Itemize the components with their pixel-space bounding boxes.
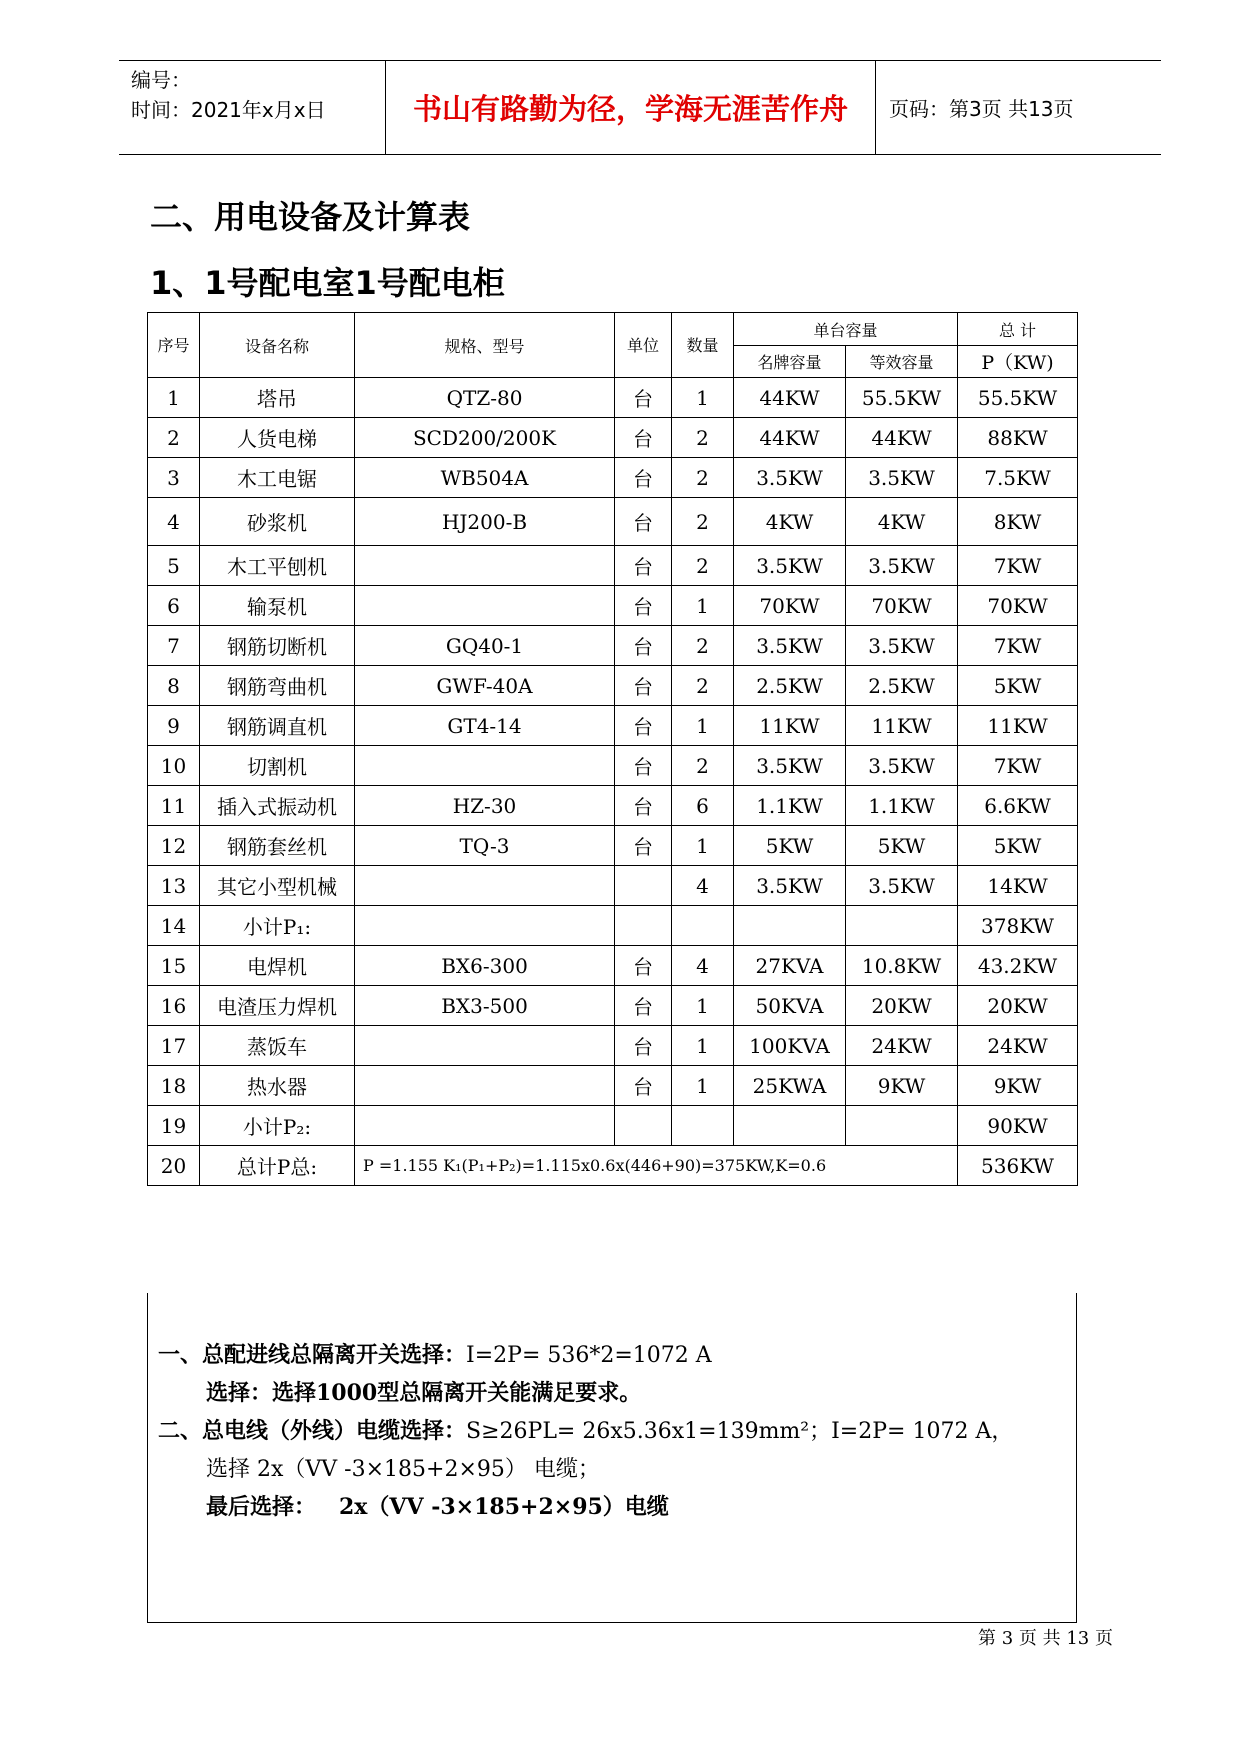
header-page-info: 页码：第3页 共13页 xyxy=(889,97,1074,121)
cell-spec xyxy=(355,546,615,586)
cell-total: 20KW xyxy=(958,986,1078,1026)
note-line-3 xyxy=(158,1414,1013,1445)
cell-unit: 台 xyxy=(615,378,672,418)
cell-name: 插入式振动机 xyxy=(200,786,355,826)
cell-rated: 3.5KW xyxy=(734,626,846,666)
cell-spec: WB504A xyxy=(355,458,615,498)
note-line-1 xyxy=(158,1338,712,1369)
cell-qty: 1 xyxy=(672,586,734,626)
cell-rated xyxy=(734,1106,846,1146)
cell-total: 5KW xyxy=(958,826,1078,866)
header-seq: 序号 xyxy=(148,313,200,378)
cell-unit: 台 xyxy=(615,418,672,458)
cell-unit: 台 xyxy=(615,1026,672,1066)
table-row xyxy=(148,1066,1078,1106)
cell-rated: 2.5KW xyxy=(734,666,846,706)
header-unit: 单位 xyxy=(615,313,672,378)
subsection-title: 1、1号配电室1号配电柜 xyxy=(150,264,505,302)
cell-equiv: 10.8KW xyxy=(846,946,958,986)
cell-equiv: 3.5KW xyxy=(846,626,958,666)
cell-total: 11KW xyxy=(958,706,1078,746)
cell-seq: 8 xyxy=(148,666,200,706)
cell-total: 88KW xyxy=(958,418,1078,458)
note-5-label: 最后选择： xyxy=(206,1494,317,1520)
cell-name: 其它小型机械 xyxy=(200,866,355,906)
cell-rated: 44KW xyxy=(734,378,846,418)
cell-unit: 台 xyxy=(615,666,672,706)
cell-spec: SCD200/200K xyxy=(355,418,615,458)
table-row xyxy=(148,586,1078,626)
cell-name: 塔吊 xyxy=(200,378,355,418)
note-3-label: 二、总电线（外线）电缆选择： xyxy=(158,1418,467,1444)
cell-spec xyxy=(355,586,615,626)
cell-qty: 1 xyxy=(672,986,734,1026)
time-label: 时间：2021年x月x日 xyxy=(131,98,326,122)
cell-qty: 2 xyxy=(672,746,734,786)
cell-unit xyxy=(615,1106,672,1146)
cell-seq: 2 xyxy=(148,418,200,458)
cell-name: 小计P₁: xyxy=(200,906,355,946)
cell-name: 输泵机 xyxy=(200,586,355,626)
cell-seq: 3 xyxy=(148,458,200,498)
cell-unit: 台 xyxy=(615,586,672,626)
table-row xyxy=(148,378,1078,418)
cell-spec: BX6-300 xyxy=(355,946,615,986)
cell-spec xyxy=(355,1106,615,1146)
cell-spec: HJ200-B xyxy=(355,498,615,546)
cell-unit: 台 xyxy=(615,546,672,586)
cell-spec: BX3-500 xyxy=(355,986,615,1026)
cell-equiv xyxy=(846,1106,958,1146)
cell-equiv: 24KW xyxy=(846,1026,958,1066)
cell-unit: 台 xyxy=(615,826,672,866)
table-row xyxy=(148,906,1078,946)
cell-equiv xyxy=(846,906,958,946)
cell-name: 小计P₂: xyxy=(200,1106,355,1146)
cell-rated: 1.1KW xyxy=(734,786,846,826)
cell-total: 70KW xyxy=(958,586,1078,626)
cell-rated: 50KVA xyxy=(734,986,846,1026)
header-capacity: 单台容量 xyxy=(734,313,958,346)
cell-rated: 70KW xyxy=(734,586,846,626)
header-qty: 数量 xyxy=(672,313,734,378)
cell-total: 7KW xyxy=(958,746,1078,786)
cell-name: 电渣压力焊机 xyxy=(200,986,355,1026)
cell-equiv: 1.1KW xyxy=(846,786,958,826)
cell-qty: 6 xyxy=(672,786,734,826)
section-title: 二、用电设备及计算表 xyxy=(150,198,471,236)
cell-unit: 台 xyxy=(615,1066,672,1106)
cell-seq: 15 xyxy=(148,946,200,986)
total-seq: 20 xyxy=(148,1146,200,1186)
cell-total: 14KW xyxy=(958,866,1078,906)
table-row xyxy=(148,498,1078,546)
cell-spec xyxy=(355,906,615,946)
cell-qty: 2 xyxy=(672,666,734,706)
cell-qty: 2 xyxy=(672,498,734,546)
cell-seq: 1 xyxy=(148,378,200,418)
cell-rated: 25KWA xyxy=(734,1066,846,1106)
cell-spec: TQ-3 xyxy=(355,826,615,866)
cell-equiv: 70KW xyxy=(846,586,958,626)
cell-name: 木工平刨机 xyxy=(200,546,355,586)
cell-unit: 台 xyxy=(615,706,672,746)
cell-rated: 4KW xyxy=(734,498,846,546)
header-meta xyxy=(131,65,326,125)
cell-seq: 7 xyxy=(148,626,200,666)
table-row xyxy=(148,418,1078,458)
cell-rated: 100KVA xyxy=(734,1026,846,1066)
cell-rated xyxy=(734,906,846,946)
cell-total: 24KW xyxy=(958,1026,1078,1066)
table-row xyxy=(148,1026,1078,1066)
cell-total: 7.5KW xyxy=(958,458,1078,498)
cell-seq: 6 xyxy=(148,586,200,626)
cell-unit: 台 xyxy=(615,458,672,498)
header-spec: 规格、型号 xyxy=(355,313,615,378)
cell-seq: 13 xyxy=(148,866,200,906)
header-equiv: 等效容量 xyxy=(846,346,958,378)
cell-equiv: 3.5KW xyxy=(846,746,958,786)
cell-equiv: 55.5KW xyxy=(846,378,958,418)
cell-unit: 台 xyxy=(615,498,672,546)
calculation-notes xyxy=(147,1293,1077,1623)
table-row xyxy=(148,826,1078,866)
header-divider xyxy=(875,61,876,154)
cell-name: 人货电梯 xyxy=(200,418,355,458)
table-row xyxy=(148,946,1078,986)
total-formula: P =1.155 K₁(P₁+P₂)=1.115x0.6x(446+90)=375KW,K=0.6 xyxy=(355,1146,958,1186)
cell-spec xyxy=(355,866,615,906)
page-footer: 第 3 页 共 13 页 xyxy=(978,1628,1113,1649)
cell-spec: GQ40-1 xyxy=(355,626,615,666)
cell-equiv: 3.5KW xyxy=(846,546,958,586)
cell-name: 热水器 xyxy=(200,1066,355,1106)
cell-seq: 14 xyxy=(148,906,200,946)
cell-spec: HZ-30 xyxy=(355,786,615,826)
table-row xyxy=(148,1106,1078,1146)
cell-total: 5KW xyxy=(958,666,1078,706)
cell-qty xyxy=(672,906,734,946)
cell-seq: 9 xyxy=(148,706,200,746)
table-row xyxy=(148,866,1078,906)
cell-name: 钢筋切断机 xyxy=(200,626,355,666)
cell-qty: 4 xyxy=(672,866,734,906)
cell-seq: 19 xyxy=(148,1106,200,1146)
cell-seq: 12 xyxy=(148,826,200,866)
note-3-value: S≥26PL= 26x5.36x1=139mm²；I=2P= 1072 A， xyxy=(466,1419,1014,1444)
equipment-table xyxy=(147,312,1078,1186)
cell-qty: 1 xyxy=(672,706,734,746)
cell-qty: 4 xyxy=(672,946,734,986)
cell-spec: QTZ-80 xyxy=(355,378,615,418)
header-motto: 书山有路勤为径，学海无涯苦作舟 xyxy=(412,92,848,126)
cell-qty: 2 xyxy=(672,458,734,498)
cell-equiv: 2.5KW xyxy=(846,666,958,706)
table-row xyxy=(148,786,1078,826)
cell-name: 砂浆机 xyxy=(200,498,355,546)
table-row xyxy=(148,546,1078,586)
note-line-2: 选择：选择1000型总隔离开关能满足要求。 xyxy=(206,1380,642,1406)
cell-rated: 3.5KW xyxy=(734,866,846,906)
header-total-top: 总 计 xyxy=(958,313,1078,346)
cell-qty: 1 xyxy=(672,378,734,418)
cell-seq: 10 xyxy=(148,746,200,786)
cell-unit: 台 xyxy=(615,786,672,826)
cell-seq: 4 xyxy=(148,498,200,546)
cell-name: 电焊机 xyxy=(200,946,355,986)
cell-seq: 17 xyxy=(148,1026,200,1066)
cell-equiv: 3.5KW xyxy=(846,866,958,906)
table-row xyxy=(148,746,1078,786)
cell-seq: 16 xyxy=(148,986,200,1026)
cell-rated: 3.5KW xyxy=(734,546,846,586)
cell-name: 钢筋调直机 xyxy=(200,706,355,746)
total-label: 总计P总: xyxy=(200,1146,355,1186)
cell-equiv: 3.5KW xyxy=(846,458,958,498)
cell-unit xyxy=(615,906,672,946)
note-line-5 xyxy=(206,1490,669,1521)
cell-rated: 3.5KW xyxy=(734,746,846,786)
cell-equiv: 11KW xyxy=(846,706,958,746)
cell-equiv: 9KW xyxy=(846,1066,958,1106)
cell-qty: 2 xyxy=(672,418,734,458)
cell-unit: 台 xyxy=(615,746,672,786)
cell-equiv: 5KW xyxy=(846,826,958,866)
cell-total: 7KW xyxy=(958,626,1078,666)
note-1-value: I=2P= 536*2=1072 A xyxy=(466,1343,712,1368)
cell-equiv: 20KW xyxy=(846,986,958,1026)
table-row xyxy=(148,626,1078,666)
cell-spec: GWF-40A xyxy=(355,666,615,706)
cell-spec xyxy=(355,1026,615,1066)
note-line-4: 选择 2x（VV -3×185+2×95） 电缆； xyxy=(206,1457,600,1482)
cell-qty: 1 xyxy=(672,826,734,866)
cell-rated: 5KW xyxy=(734,826,846,866)
table-row xyxy=(148,666,1078,706)
cell-name: 切割机 xyxy=(200,746,355,786)
cell-total: 6.6KW xyxy=(958,786,1078,826)
cell-qty: 2 xyxy=(672,626,734,666)
cell-qty: 1 xyxy=(672,1026,734,1066)
header-rated: 名牌容量 xyxy=(734,346,846,378)
cell-total: 9KW xyxy=(958,1066,1078,1106)
note-1-label: 一、总配进线总隔离开关选择： xyxy=(158,1342,467,1368)
table-row xyxy=(148,986,1078,1026)
table-row xyxy=(148,706,1078,746)
cell-unit: 台 xyxy=(615,946,672,986)
cell-seq: 18 xyxy=(148,1066,200,1106)
cell-name: 蒸饭车 xyxy=(200,1026,355,1066)
cell-total: 90KW xyxy=(958,1106,1078,1146)
cell-rated: 3.5KW xyxy=(734,458,846,498)
cell-rated: 11KW xyxy=(734,706,846,746)
cell-qty: 2 xyxy=(672,546,734,586)
cell-total: 378KW xyxy=(958,906,1078,946)
cell-total: 7KW xyxy=(958,546,1078,586)
cell-qty: 1 xyxy=(672,1066,734,1106)
cell-total: 55.5KW xyxy=(958,378,1078,418)
cell-unit xyxy=(615,866,672,906)
cell-unit: 台 xyxy=(615,626,672,666)
cell-equiv: 4KW xyxy=(846,498,958,546)
note-5-value: 2x（VV -3×185+2×95）电缆 xyxy=(339,1494,669,1520)
number-label: 编号： xyxy=(131,68,191,92)
cell-name: 木工电锯 xyxy=(200,458,355,498)
cell-seq: 11 xyxy=(148,786,200,826)
cell-rated: 27KVA xyxy=(734,946,846,986)
cell-name: 钢筋套丝机 xyxy=(200,826,355,866)
cell-unit: 台 xyxy=(615,986,672,1026)
cell-total: 43.2KW xyxy=(958,946,1078,986)
cell-seq: 5 xyxy=(148,546,200,586)
total-value: 536KW xyxy=(958,1146,1078,1186)
cell-qty xyxy=(672,1106,734,1146)
header-name: 设备名称 xyxy=(200,313,355,378)
page-header xyxy=(119,60,1161,155)
cell-rated: 44KW xyxy=(734,418,846,458)
table-row xyxy=(148,458,1078,498)
cell-spec: GT4-14 xyxy=(355,706,615,746)
header-total-bottom: P（KW) xyxy=(958,346,1078,378)
cell-equiv: 44KW xyxy=(846,418,958,458)
cell-total: 8KW xyxy=(958,498,1078,546)
cell-name: 钢筋弯曲机 xyxy=(200,666,355,706)
cell-spec xyxy=(355,1066,615,1106)
cell-spec xyxy=(355,746,615,786)
